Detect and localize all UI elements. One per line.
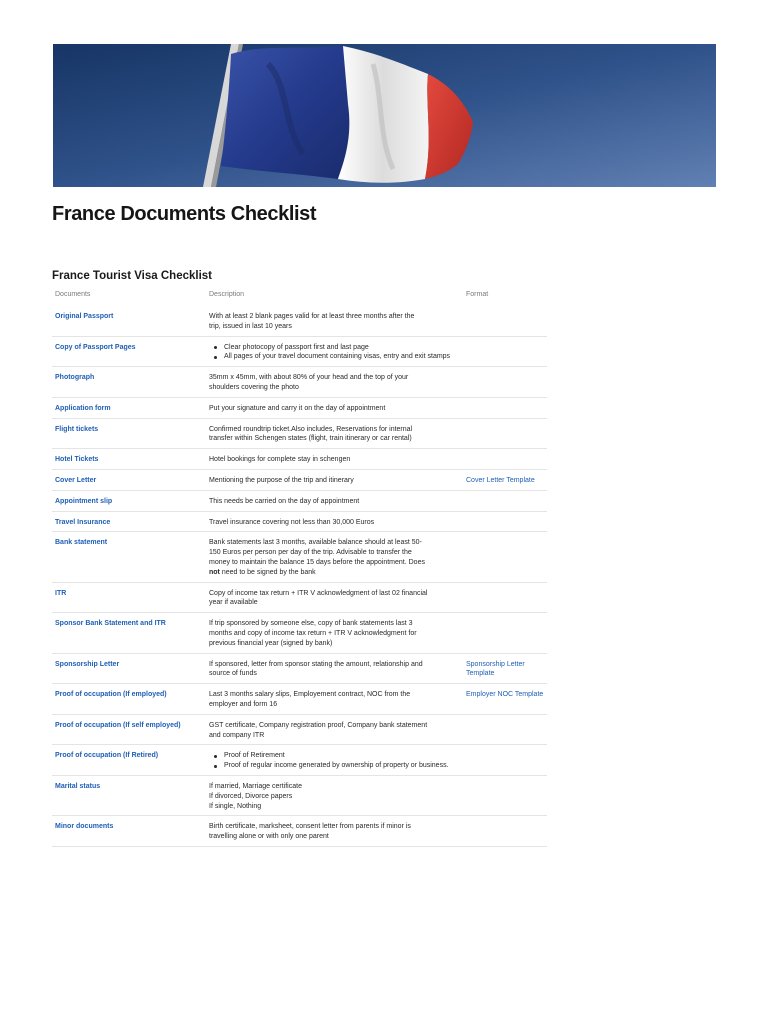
- format-cell: [466, 343, 547, 363]
- description-bullet: Clear photocopy of passport first and last page: [209, 343, 458, 353]
- hero-image-france-flag: [53, 44, 716, 187]
- document-description: [209, 538, 466, 577]
- document-description: [209, 476, 466, 486]
- table-row: [52, 398, 547, 419]
- document-description: [209, 782, 466, 811]
- format-cell: [466, 312, 547, 332]
- document-description: [209, 660, 466, 680]
- description-line: Travel insurance covering not less than 30,000 Euros: [209, 518, 375, 526]
- format-template-link[interactable]: Employer NOC Template: [466, 691, 544, 699]
- header-description: Description: [209, 291, 245, 298]
- format-cell: [466, 455, 547, 465]
- table-row: [52, 306, 547, 337]
- table-row: [52, 715, 547, 746]
- description-line: year if available: [209, 599, 258, 607]
- description-line: and company ITR: [209, 731, 265, 739]
- table-row: [52, 776, 547, 816]
- document-description: [209, 751, 466, 771]
- document-name-link[interactable]: Minor documents: [55, 823, 114, 831]
- document-description: [209, 404, 466, 414]
- description-line: Bank statements last 3 months, available balance should at least 50-: [209, 539, 422, 547]
- document-name-link[interactable]: Appointment slip: [55, 497, 113, 505]
- document-name-link[interactable]: Sponsor Bank Statement and ITR: [55, 620, 166, 628]
- description-line: shoulders covering the photo: [209, 383, 299, 391]
- page-title: France Documents Checklist: [52, 203, 317, 225]
- description-line: Mentioning the purpose of the trip and itinerary: [209, 476, 354, 484]
- document-name-link[interactable]: Sponsorship Letter: [55, 660, 120, 668]
- france-flag-illustration: [53, 44, 716, 187]
- description-line: Put your signature and carry it on the day of appointment: [209, 404, 386, 412]
- description-line: Hotel bookings for complete stay in schengen: [209, 456, 351, 464]
- document-name-link[interactable]: Proof of occupation (If self employed): [55, 721, 181, 729]
- description-line: employer and form 16: [209, 700, 278, 708]
- document-description: [209, 619, 466, 648]
- document-name-link[interactable]: Flight tickets: [55, 425, 99, 433]
- document-name-link[interactable]: Copy of Passport Pages: [55, 343, 136, 351]
- description-line: travelling alone or with only one parent: [209, 833, 329, 841]
- document-name-link[interactable]: Proof of occupation (If employed): [55, 691, 167, 699]
- description-line: Copy of income tax return + ITR V acknowledgment of last 02 financial: [209, 589, 428, 597]
- description-line: previous financial year (signed by bank): [209, 639, 333, 647]
- document-description: [209, 721, 466, 741]
- format-template-link[interactable]: Cover Letter Template: [466, 476, 535, 484]
- document-name-link[interactable]: Original Passport: [55, 313, 114, 320]
- table-row: [52, 654, 547, 685]
- description-line: months and copy of income tax return + ITR V acknowledgment for: [209, 629, 417, 637]
- table-row: [52, 613, 547, 653]
- table-row: [52, 684, 547, 715]
- table-row: [52, 512, 547, 533]
- document-name-link[interactable]: Travel Insurance: [55, 518, 111, 526]
- format-cell: [466, 518, 547, 528]
- document-description: [209, 455, 466, 465]
- format-cell: [466, 782, 547, 811]
- format-cell: [466, 822, 547, 842]
- document-name-link[interactable]: Cover Letter: [55, 476, 97, 484]
- document-name-link[interactable]: Application form: [55, 404, 111, 412]
- description-line: If trip sponsored by someone else, copy of bank statements last 3: [209, 620, 413, 628]
- description-line: money to maintain the balance 15 days before the appointment. Does: [209, 558, 425, 566]
- format-cell: [466, 538, 547, 577]
- table-row: [52, 419, 547, 450]
- table-row: [52, 449, 547, 470]
- document-name-link[interactable]: Marital status: [55, 782, 101, 790]
- description-line: transfer within Schengen states (flight, train itinerary or car rental): [209, 435, 412, 443]
- document-description: [209, 497, 466, 507]
- section-title: France Tourist Visa Checklist: [52, 270, 212, 282]
- description-line: source of funds: [209, 670, 257, 678]
- document-name-link[interactable]: Hotel Tickets: [55, 456, 99, 464]
- table-body: [52, 306, 547, 847]
- description-line: If divorced, Divorce papers: [209, 792, 293, 800]
- description-bullet: Proof of Retirement: [209, 751, 458, 761]
- description-line: With at least 2 blank pages valid for at least three months after the: [209, 313, 415, 320]
- document-description: [209, 690, 466, 710]
- format-cell: [466, 497, 547, 507]
- description-line: Confirmed roundtrip ticket.Also includes, Reservations for internal: [209, 425, 413, 433]
- document-description: [209, 589, 466, 609]
- document-description: [209, 343, 466, 363]
- description-line: 150 Euros per person per day of the trip. Advisable to transfer the: [209, 549, 412, 557]
- document-name-link[interactable]: ITR: [55, 589, 67, 597]
- document-name-link[interactable]: Proof of occupation (If Retired): [55, 752, 159, 760]
- table-row: [52, 367, 547, 398]
- format-cell: [466, 425, 547, 445]
- description-line: If single, Nothing: [209, 802, 262, 810]
- format-cell: [466, 751, 547, 771]
- description-line: 35mm x 45mm, with about 80% of your head and the top of your: [209, 374, 409, 382]
- document-description: [209, 518, 466, 528]
- format-cell: [466, 404, 547, 414]
- format-cell: [466, 721, 547, 741]
- description-line: If married, Marriage certificate: [209, 782, 302, 790]
- table-row: [52, 583, 547, 614]
- header-documents: Documents: [55, 291, 91, 298]
- table-row: [52, 470, 547, 491]
- description-line: If sponsored, letter from sponsor stating the amount, relationship and: [209, 660, 423, 668]
- description-line: [209, 568, 458, 578]
- description-line: Birth certificate, marksheet, consent letter from parents if minor is: [209, 823, 411, 831]
- description-line: This needs be carried on the day of appointment: [209, 497, 360, 505]
- table-row: [52, 816, 547, 847]
- description-emphasis: not: [209, 568, 220, 576]
- description-line: trip, issued in last 10 years: [209, 322, 292, 330]
- table-row: [52, 745, 547, 776]
- description-bullets: [209, 343, 458, 363]
- document-description: [209, 822, 466, 842]
- format-cell: [466, 373, 547, 393]
- table-row: [52, 491, 547, 512]
- table-row: [52, 532, 547, 582]
- document-name-link[interactable]: Photograph: [55, 374, 95, 382]
- format-cell: [466, 619, 547, 648]
- description-tail: need to be signed by the bank: [219, 568, 316, 576]
- description-bullet: All pages of your travel document containing visas, entry and exit stamps: [209, 352, 458, 362]
- table-row: [52, 337, 547, 368]
- checklist-table: [52, 288, 547, 847]
- document-name-link[interactable]: Bank statement: [55, 539, 108, 547]
- document-description: [209, 373, 466, 393]
- document-description: [209, 425, 466, 445]
- header-format: Format: [466, 291, 489, 298]
- document-description: [209, 312, 466, 332]
- description-bullets: [209, 751, 458, 771]
- format-template-link[interactable]: Sponsorship Letter Template: [466, 660, 525, 678]
- description-line: Last 3 months salary slips, Employement contract, NOC from the: [209, 691, 411, 699]
- description-bullet: Proof of regular income generated by ownership of property or business.: [209, 761, 458, 771]
- format-cell: [466, 589, 547, 609]
- description-line: GST certificate, Company registration proof, Company bank statement: [209, 721, 428, 729]
- table-header: [52, 288, 547, 306]
